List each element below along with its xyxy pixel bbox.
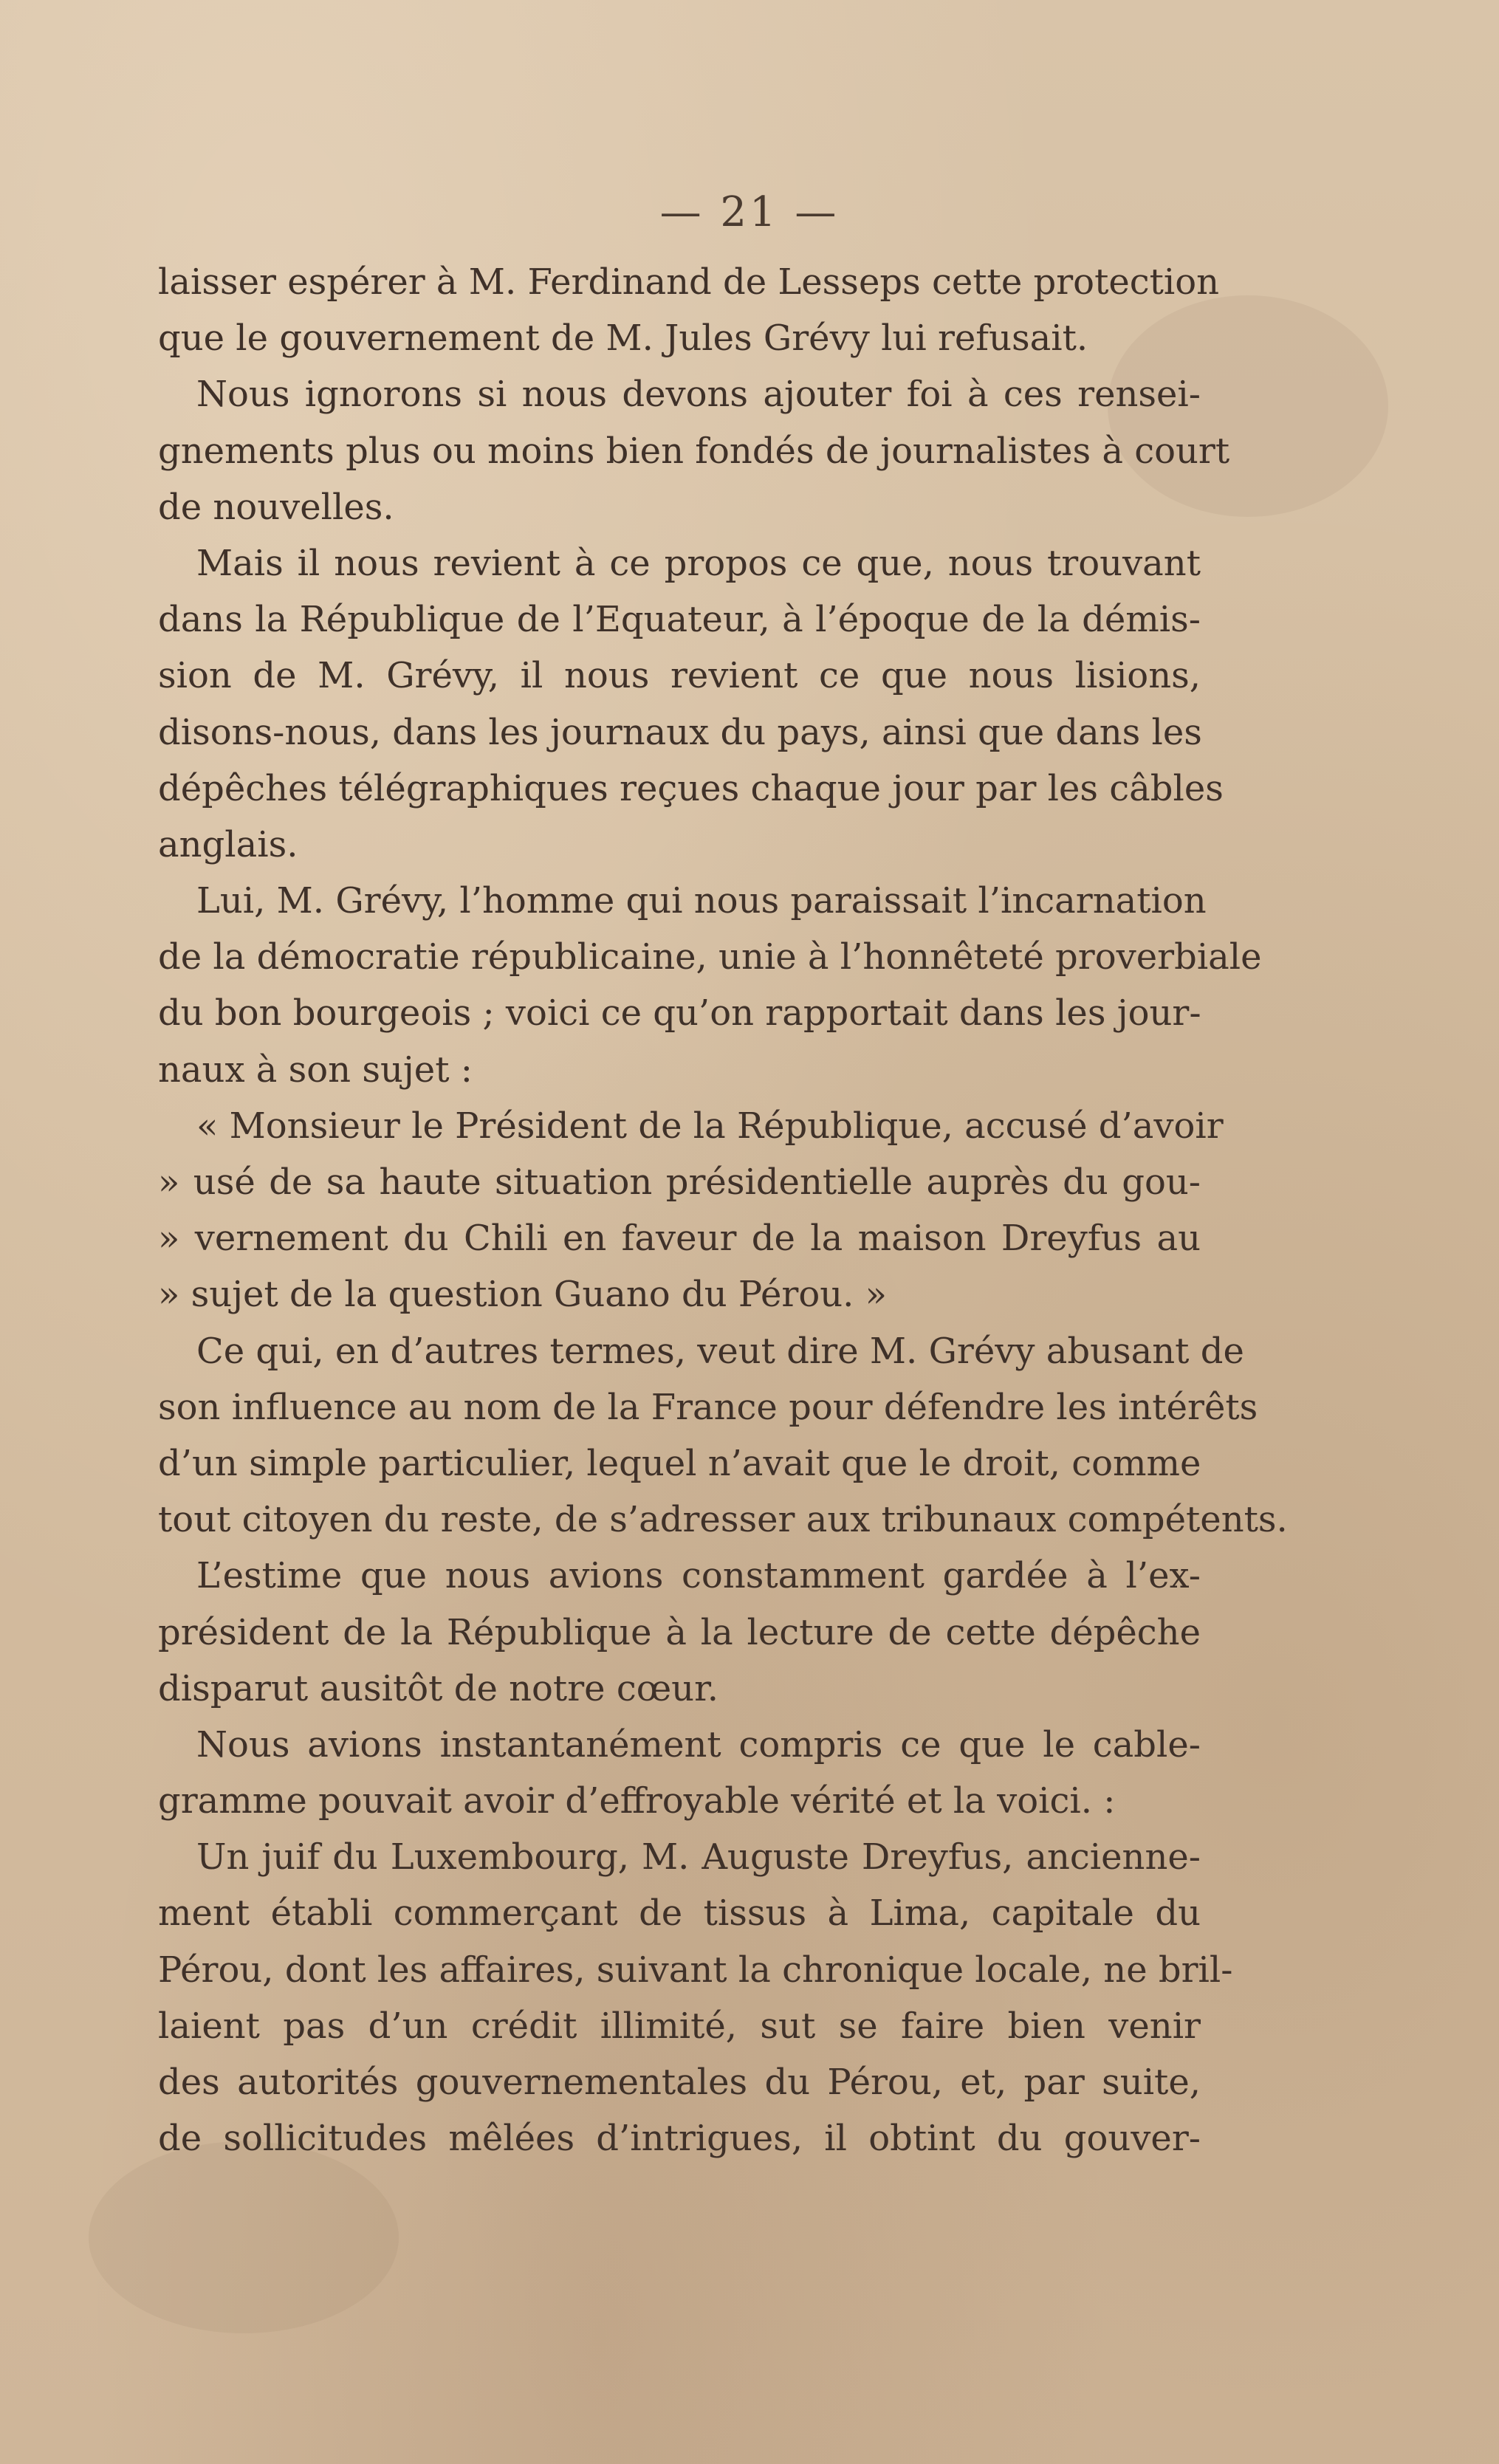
text-line: des autorités gouvernementales du Pérou, et, par suite, — [158, 2062, 1201, 2103]
text-line: Pérou, dont les affaires, suivant la chronique locale, ne bril- — [158, 1949, 1233, 1991]
text-line: son influence au nom de la France pour défendre les intérêts — [158, 1386, 1258, 1428]
text-line: de la démocratie républicaine, unie à l’honnêteté proverbiale — [158, 936, 1262, 978]
text-line: laient pas d’un crédit illimité, sut se faire bien venir — [158, 2005, 1201, 2047]
text-line: gnements plus ou moins bien fondés de journalistes à court — [158, 430, 1230, 472]
page-number: — 21 — — [659, 188, 840, 236]
text-line: » sujet de la question Guano du Pérou. » — [158, 1274, 888, 1316]
text-line: du bon bourgeois ; voici ce qu’on rapportait dans les jour- — [158, 992, 1201, 1034]
text-line: » vernement du Chili en faveur de la maison Dreyfus au — [158, 1218, 1201, 1260]
text-line: » usé de sa haute situation présidentielle auprès du gou- — [158, 1161, 1201, 1203]
text-line: que le gouvernement de M. Jules Grévy lui refusait. — [158, 318, 1088, 360]
text-line: Lui, M. Grévy, l’homme qui nous paraissait l’incarnation — [196, 880, 1207, 922]
paper-stain — [89, 2141, 399, 2333]
text-line: laisser espérer à M. Ferdinand de Lesseps cette protection — [158, 261, 1220, 303]
text-line: L’estime que nous avions constamment gardée à l’ex- — [196, 1555, 1201, 1597]
text-line: de nouvelles. — [158, 486, 394, 528]
text-line: Nous avions instantanément compris ce que le cable- — [196, 1723, 1201, 1765]
text-line: dépêches télégraphiques reçues chaque jour par les câbles — [158, 767, 1224, 809]
text-line: « Monsieur le Président de la République, accusé d’avoir — [196, 1105, 1224, 1147]
text-line: ment établi commerçant de tissus à Lima, capitale du — [158, 1892, 1201, 1935]
text-line: Mais il nous revient à ce propos ce que, nous trouvant — [196, 542, 1201, 584]
text-line: anglais. — [158, 823, 298, 865]
text-line: disparut ausitôt de notre cœur. — [158, 1667, 718, 1709]
text-line: naux à son sujet : — [158, 1049, 473, 1091]
text-line: disons-nous, dans les journaux du pays, ainsi que dans les — [158, 711, 1202, 753]
text-line: Ce qui, en d’autres termes, veut dire M. Grévy abusant de — [196, 1330, 1244, 1372]
text-line: tout citoyen du reste, de s’adresser aux tribunaux compétents. — [158, 1499, 1288, 1541]
text-line: de sollicitudes mêlées d’intrigues, il obtint du gouver- — [158, 2118, 1201, 2160]
text-line: président de la République à la lecture de cette dépêche — [158, 1611, 1201, 1653]
text-line: sion de M. Grévy, il nous revient ce que nous lisions, — [158, 655, 1201, 697]
text-line: Un juif du Luxembourg, M. Auguste Dreyfus, ancienne- — [196, 1836, 1201, 1878]
text-line: gramme pouvait avoir d’effroyable vérité et la voici. : — [158, 1780, 1116, 1822]
text-line: dans la République de l’Equateur, à l’époque de la démis- — [158, 599, 1201, 641]
body-text — [158, 254, 1288, 2166]
text-line: Nous ignorons si nous devons ajouter foi à ces rensei- — [196, 374, 1201, 416]
text-line: d’un simple particulier, lequel n’avait que le droit, comme — [158, 1442, 1201, 1484]
